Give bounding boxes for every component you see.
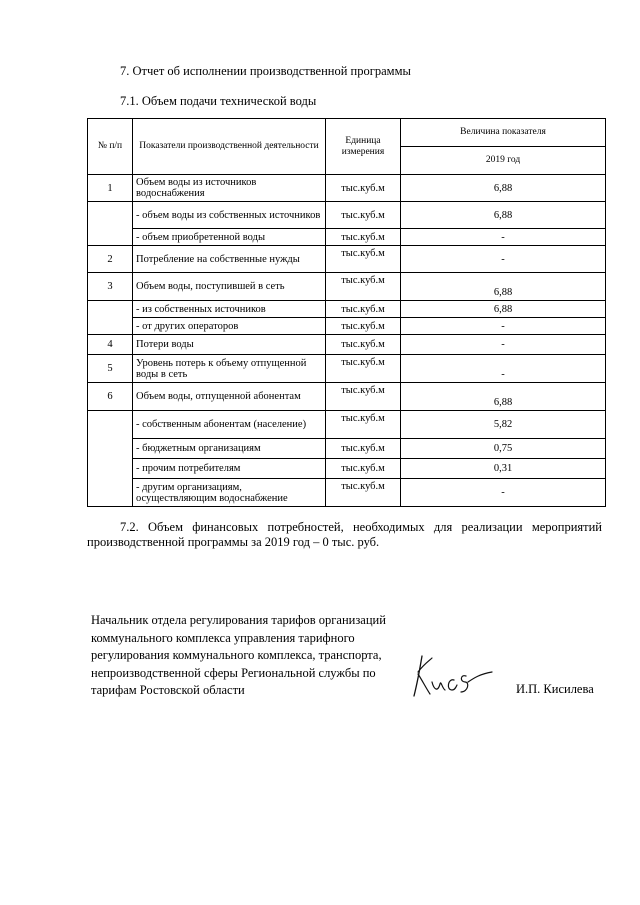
table-row (88, 383, 606, 411)
signer-position-line: Начальник отдела регулирования тарифов организаций (91, 613, 386, 627)
row-unit: тыс.куб.м (326, 355, 401, 383)
section-7-title: 7. Отчет об исполнении производственной программы (120, 64, 411, 78)
row-name: - прочим потребителям (133, 459, 326, 479)
row-name: - собственным абонентам (население) (133, 411, 326, 439)
signer-position-line: регулирования коммунального комплекса, транспорта, (91, 648, 382, 662)
row-unit: тыс.куб.м (326, 301, 401, 318)
header-value-group: Величина показателя (401, 119, 606, 147)
row-num: 5 (88, 355, 133, 383)
water-supply-table (87, 118, 606, 507)
signer-position (91, 612, 411, 700)
signer-name: И.П. Кисилева (516, 682, 594, 696)
header-num: № п/п (88, 119, 133, 175)
header-year: 2019 год (401, 147, 606, 175)
table-row (88, 318, 606, 335)
handwritten-signature (408, 650, 498, 700)
row-unit: тыс.куб.м (326, 479, 401, 507)
row-unit: тыс.куб.м (326, 246, 401, 273)
row-unit: тыс.куб.м (326, 439, 401, 459)
row-num: 4 (88, 335, 133, 355)
row-value: - (401, 318, 606, 335)
row-unit: тыс.куб.м (326, 229, 401, 246)
row-value: 6,88 (401, 273, 606, 301)
signer-position-line: коммунального комплекса управления тарифного (91, 630, 355, 645)
row-unit: тыс.куб.м (326, 383, 401, 411)
row-num (88, 202, 133, 246)
row-unit: тыс.куб.м (326, 273, 401, 301)
row-name: - от других операторов (133, 318, 326, 335)
row-value: 0,75 (401, 439, 606, 459)
row-value: - (401, 479, 606, 507)
table-row (88, 335, 606, 355)
table-row (88, 479, 606, 507)
row-name: Потребление на собственные нужды (133, 246, 326, 273)
row-value: 5,82 (401, 411, 606, 439)
row-unit: тыс.куб.м (326, 175, 401, 202)
row-num: 2 (88, 246, 133, 273)
table-row (88, 246, 606, 273)
row-name: - из собственных источников (133, 301, 326, 318)
row-unit: тыс.куб.м (326, 335, 401, 355)
row-value: - (401, 335, 606, 355)
row-name: Уровень потерь к объему отпущенной воды в сеть (133, 355, 326, 383)
row-value: 6,88 (401, 301, 606, 318)
row-num: 3 (88, 273, 133, 301)
row-name: - объем воды из собственных источников (133, 202, 326, 229)
row-name: - другим организациям, осуществляющим водоснабжение (133, 479, 326, 507)
table-row (88, 439, 606, 459)
signer-position-line: тарифам Ростовской области (91, 683, 245, 697)
row-name: Объем воды из источников водоснабжения (133, 175, 326, 202)
table-row (88, 301, 606, 318)
table-row (88, 411, 606, 439)
row-num (88, 301, 133, 335)
row-value: 6,88 (401, 383, 606, 411)
row-name: - объем приобретенной воды (133, 229, 326, 246)
table-row (88, 355, 606, 383)
row-unit: тыс.куб.м (326, 318, 401, 335)
table-row (88, 273, 606, 301)
row-name: Объем воды, отпущенной абонентам (133, 383, 326, 411)
row-name: - бюджетным организациям (133, 439, 326, 459)
header-unit: Единица измерения (326, 119, 401, 175)
header-indicator: Показатели производственной деятельности (133, 119, 326, 175)
row-unit: тыс.куб.м (326, 202, 401, 229)
section-7-1-title: 7.1. Объем подачи технической воды (120, 94, 317, 108)
row-unit: тыс.куб.м (326, 459, 401, 479)
row-value: - (401, 355, 606, 383)
table-row (88, 459, 606, 479)
row-value: - (401, 246, 606, 273)
section-7-2-paragraph: 7.2. Объем финансовых потребностей, необходимых для реализации мероприятий производственной программы за 2019 год – 0 тыс. руб. (87, 520, 602, 549)
table-row (88, 229, 606, 246)
row-num (88, 411, 133, 507)
row-name: Объем воды, поступившей в сеть (133, 273, 326, 301)
signer-position-line: непроизводственной сферы Региональной службы по (91, 665, 376, 680)
row-unit: тыс.куб.м (326, 411, 401, 439)
row-value: 0,31 (401, 459, 606, 479)
row-num: 6 (88, 383, 133, 411)
row-value: 6,88 (401, 202, 606, 229)
row-value: - (401, 229, 606, 246)
table-row (88, 202, 606, 229)
row-name: Потери воды (133, 335, 326, 355)
row-value: 6,88 (401, 175, 606, 202)
table-row (88, 175, 606, 202)
row-num: 1 (88, 175, 133, 202)
